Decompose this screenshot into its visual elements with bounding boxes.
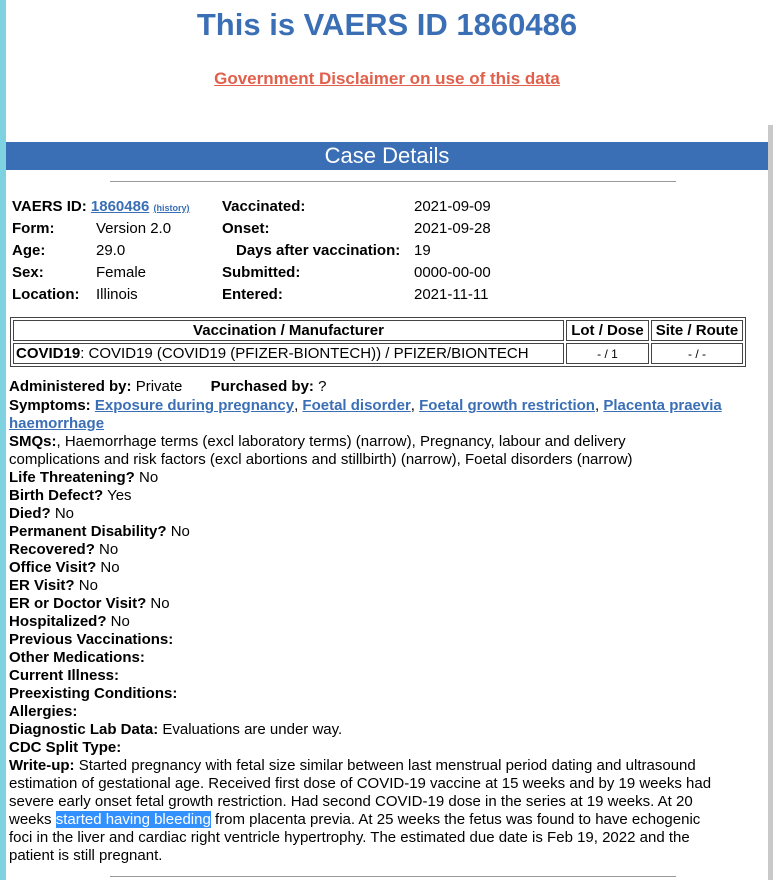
vaers-id-label: VAERS ID: [12, 198, 87, 215]
administered-value: Private [131, 378, 183, 395]
lot-dose-cell: - / 1 [566, 343, 649, 364]
field-label: Other Medications: [9, 649, 145, 666]
field-row [9, 595, 764, 613]
days-label: Days after vaccination: [236, 242, 401, 259]
field-row [9, 523, 764, 541]
field-row [9, 667, 764, 685]
field-row [9, 649, 764, 667]
case-details-body [9, 378, 764, 865]
vaers-id-link[interactable]: 1860486 [90, 198, 150, 215]
field-label: Birth Defect? [9, 487, 104, 504]
sex-value: Female [96, 264, 147, 281]
submitted-label: Submitted: [222, 264, 301, 281]
entered-label: Entered: [222, 286, 283, 303]
days-value: 19 [414, 242, 431, 259]
location-label: Location: [12, 286, 80, 303]
smqs-label: SMQs: [9, 433, 57, 450]
fields-list [9, 469, 764, 757]
separator: , [294, 397, 303, 414]
field-value: No [166, 523, 190, 540]
field-row [9, 631, 764, 649]
field-label: Died? [9, 505, 51, 522]
field-label: Diagnostic Lab Data: [9, 721, 159, 738]
field-label: Life Threatening? [9, 469, 135, 486]
field-row [9, 703, 764, 721]
field-label: Preexisting Conditions: [9, 685, 178, 702]
field-value: No [94, 541, 119, 558]
writeup-line: estimation of gestational age. Received first dose of COVID-19 vaccine at 15 weeks and by 19 weeks had [9, 775, 712, 792]
field-row [9, 577, 764, 595]
field-label: Hospitalized? [9, 613, 107, 630]
table-header-row [13, 320, 743, 341]
field-value: Evaluations are under way. [158, 721, 343, 738]
case-details-heading: Case Details [6, 142, 768, 170]
vaccine-name: COVID19 [16, 345, 81, 362]
page [6, 0, 768, 864]
field-label: Current Illness: [9, 667, 120, 684]
age-label: Age: [12, 242, 46, 259]
writeup-line: foci in the liver and cardiac right ventricle hypertrophy. The estimated due date is Feb 19, 2022 and the [9, 829, 690, 846]
vaccine-manufacturer: : COVID19 (COVID19 (PFIZER-BIONTECH)) / PFIZER/BIONTECH [80, 345, 529, 362]
field-row [9, 721, 764, 739]
page-title: This is VAERS ID 1860486 [196, 7, 578, 42]
age-value: 29.0 [96, 242, 126, 259]
form-value: Version 2.0 [96, 220, 172, 237]
field-label: Permanent Disability? [9, 523, 167, 540]
symptoms-label: Symptoms: [9, 397, 91, 414]
purchased-label: Purchased by: [210, 378, 314, 395]
separator: , [594, 397, 604, 414]
field-label: Allergies: [9, 703, 78, 720]
header-lot-dose: Lot / Dose [566, 320, 649, 341]
writeup-line-post: from placenta previa. At 25 weeks the fetus was found to have echogenic [210, 811, 701, 828]
writeup-selection[interactable]: started having bleeding [55, 811, 211, 828]
divider [110, 876, 676, 877]
field-row [9, 505, 764, 523]
administered-label: Administered by: [9, 378, 132, 395]
field-value: No [96, 559, 120, 576]
smqs-value-line2: complications and risk factors (excl abortions and stillbirth) (narrow), Foetal disorders (narrow) [9, 451, 633, 468]
vaccine-cell [13, 343, 564, 364]
symptom-link[interactable]: Foetal disorder [302, 397, 411, 414]
vaccinated-label: Vaccinated: [222, 198, 306, 215]
smqs-value-line1: , Haemorrhage terms (excl laboratory terms) (narrow), Pregnancy, labour and delivery [56, 433, 626, 450]
header-site-route: Site / Route [651, 320, 743, 341]
field-value: Yes [103, 487, 132, 504]
vaccinated-value: 2021-09-09 [414, 198, 491, 215]
field-row [9, 469, 764, 487]
writeup-line-pre: weeks [9, 811, 56, 828]
field-label: ER Visit? [9, 577, 75, 594]
field-row [9, 739, 764, 757]
disclaimer-link[interactable]: Government Disclaimer on use of this data [214, 69, 560, 88]
field-label: Previous Vaccinations: [9, 631, 174, 648]
onset-label: Onset: [222, 220, 270, 237]
field-row [9, 613, 764, 631]
field-label: Office Visit? [9, 559, 97, 576]
writeup-line: severe early onset fetal growth restriction. Had second COVID-19 dose in the series at 19 weeks. At 20 [9, 793, 693, 810]
disclaimer [6, 69, 768, 89]
symptom-link[interactable]: Placenta praevia haemorrhage [9, 397, 722, 432]
onset-value: 2021-09-28 [414, 220, 491, 237]
field-value: No [134, 469, 159, 486]
field-value: No [74, 577, 98, 594]
divider [110, 181, 676, 182]
header-vaccination: Vaccination / Manufacturer [13, 320, 564, 341]
symptom-link[interactable]: Exposure during pregnancy [94, 397, 295, 414]
form-label: Form: [12, 220, 55, 237]
field-label: ER or Doctor Visit? [9, 595, 147, 612]
field-label: CDC Split Type: [9, 739, 122, 756]
field-row [9, 487, 764, 505]
vaccination-table [10, 317, 746, 367]
history-link[interactable]: (history) [153, 203, 190, 213]
field-row [9, 559, 764, 577]
field-row [9, 685, 764, 703]
submitted-value: 0000-00-00 [414, 264, 491, 281]
writeup-line: patient is still pregnant. [9, 847, 163, 864]
field-value: No [50, 505, 75, 522]
field-value: No [146, 595, 170, 612]
scrollbar[interactable] [768, 125, 773, 880]
separator: , [410, 397, 420, 414]
entered-value: 2021-11-11 [414, 286, 489, 303]
sex-label: Sex: [12, 264, 44, 281]
symptom-link[interactable]: Foetal growth restriction [419, 397, 595, 414]
field-label: Recovered? [9, 541, 95, 558]
location-value: Illinois [96, 286, 138, 303]
writeup-line: Started pregnancy with fetal size similar between last menstrual period dating and ultrasound [74, 757, 696, 774]
site-route-cell: - / - [651, 343, 743, 364]
table-row [13, 343, 743, 364]
writeup-label: Write-up: [9, 757, 75, 774]
field-value: No [106, 613, 130, 630]
left-accent-bar [0, 0, 6, 880]
purchased-value: ? [313, 378, 327, 395]
field-row [9, 541, 764, 559]
